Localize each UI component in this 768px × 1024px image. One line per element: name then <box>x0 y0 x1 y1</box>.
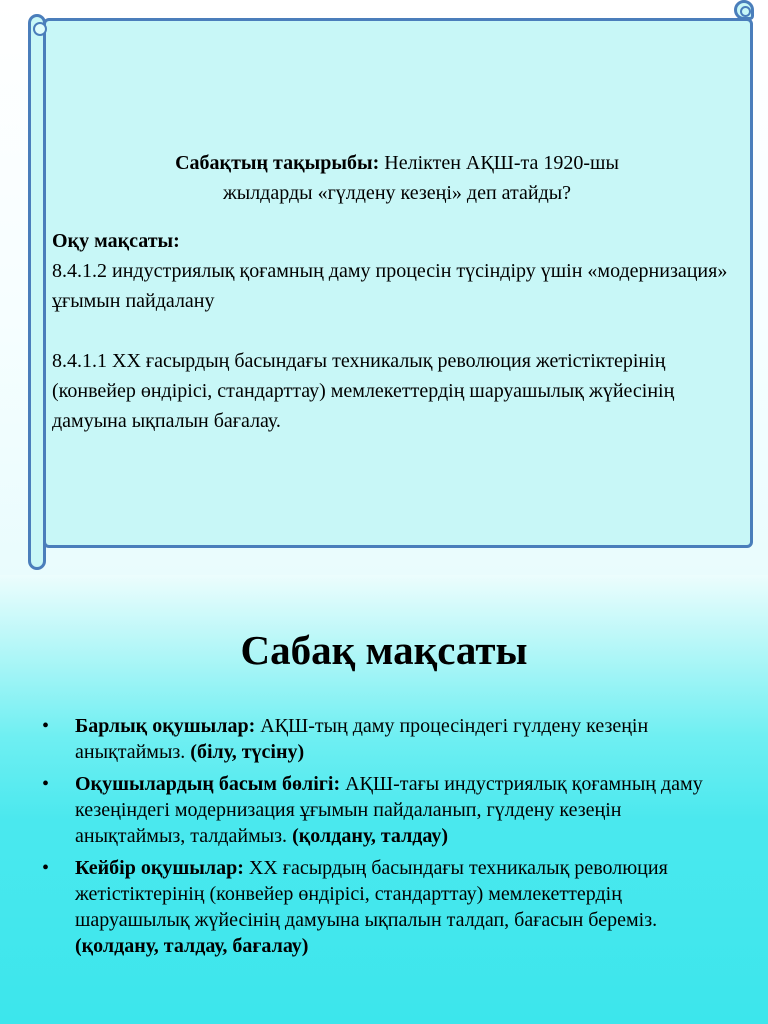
objective-item <box>40 713 730 765</box>
scroll-curl-dot-icon <box>740 6 751 17</box>
objective-item <box>40 855 730 959</box>
bullet-icon: • <box>42 715 50 737</box>
lesson-topic <box>52 148 742 208</box>
scroll-curl-icon <box>33 22 47 36</box>
scroll-text <box>52 148 742 436</box>
objective-tag: (білу, түсіну) <box>190 741 305 763</box>
topic-label: Сабақтың тақырыбы: <box>175 152 380 174</box>
topic-text-line1: Неліктен АҚШ-та 1920-шы <box>384 152 619 174</box>
objective-label: Оқушылардың басым бөлігі: <box>75 773 341 795</box>
objectives-list <box>40 713 730 965</box>
objective-tag: (қолдану, талдау) <box>292 825 449 847</box>
bullet-icon: • <box>42 773 50 795</box>
learning-goals-heading: Оқу мақсаты: <box>52 230 180 252</box>
objective-tag: (қолдану, талдау, бағалау) <box>75 935 309 957</box>
bullet-icon: • <box>42 857 50 879</box>
objective-item <box>40 771 730 849</box>
slide-2-heading: Сабақ мақсаты <box>240 627 528 673</box>
objective-label: Барлық оқушылар: <box>75 715 256 737</box>
learning-goal-1: 8.4.1.2 индустриялық қоғамның даму процесін түсіндіру үшін «модернизация» ұғымын пайдалану <box>52 260 728 312</box>
topic-text-line2: жылдарды «гүлдену кезеңі» деп атайды? <box>222 182 572 204</box>
objective-text: АҚШ-тың даму процесіндегі гүлдену кезеңін анықтаймыз. <box>75 715 649 763</box>
objective-text: ХХ ғасырдың басындағы техникалық революция жетістіктерінің (конвейер өндірісі, стандарттау) мемлекеттердің шаруашылық жүйесінің дамуына ықпалын талдап, бағасын береміз. <box>75 857 668 931</box>
learning-goal-2: 8.4.1.1 ХХ ғасырдың басындағы техникалық революция жетістіктерінің (конвейер өндірісі, стандарттау) мемлекеттердің шаруашылық жүйесінің дамуына ықпалын бағалау. <box>52 350 675 432</box>
objective-label: Кейбір оқушылар: <box>75 857 244 879</box>
objective-text: АҚШ-тағы индустриялық қоғамның даму кезеңіндегі модернизация ұғымын пайдаланып, гүлдену кезеңін анықтаймыз, талдаймыз. <box>75 773 703 847</box>
